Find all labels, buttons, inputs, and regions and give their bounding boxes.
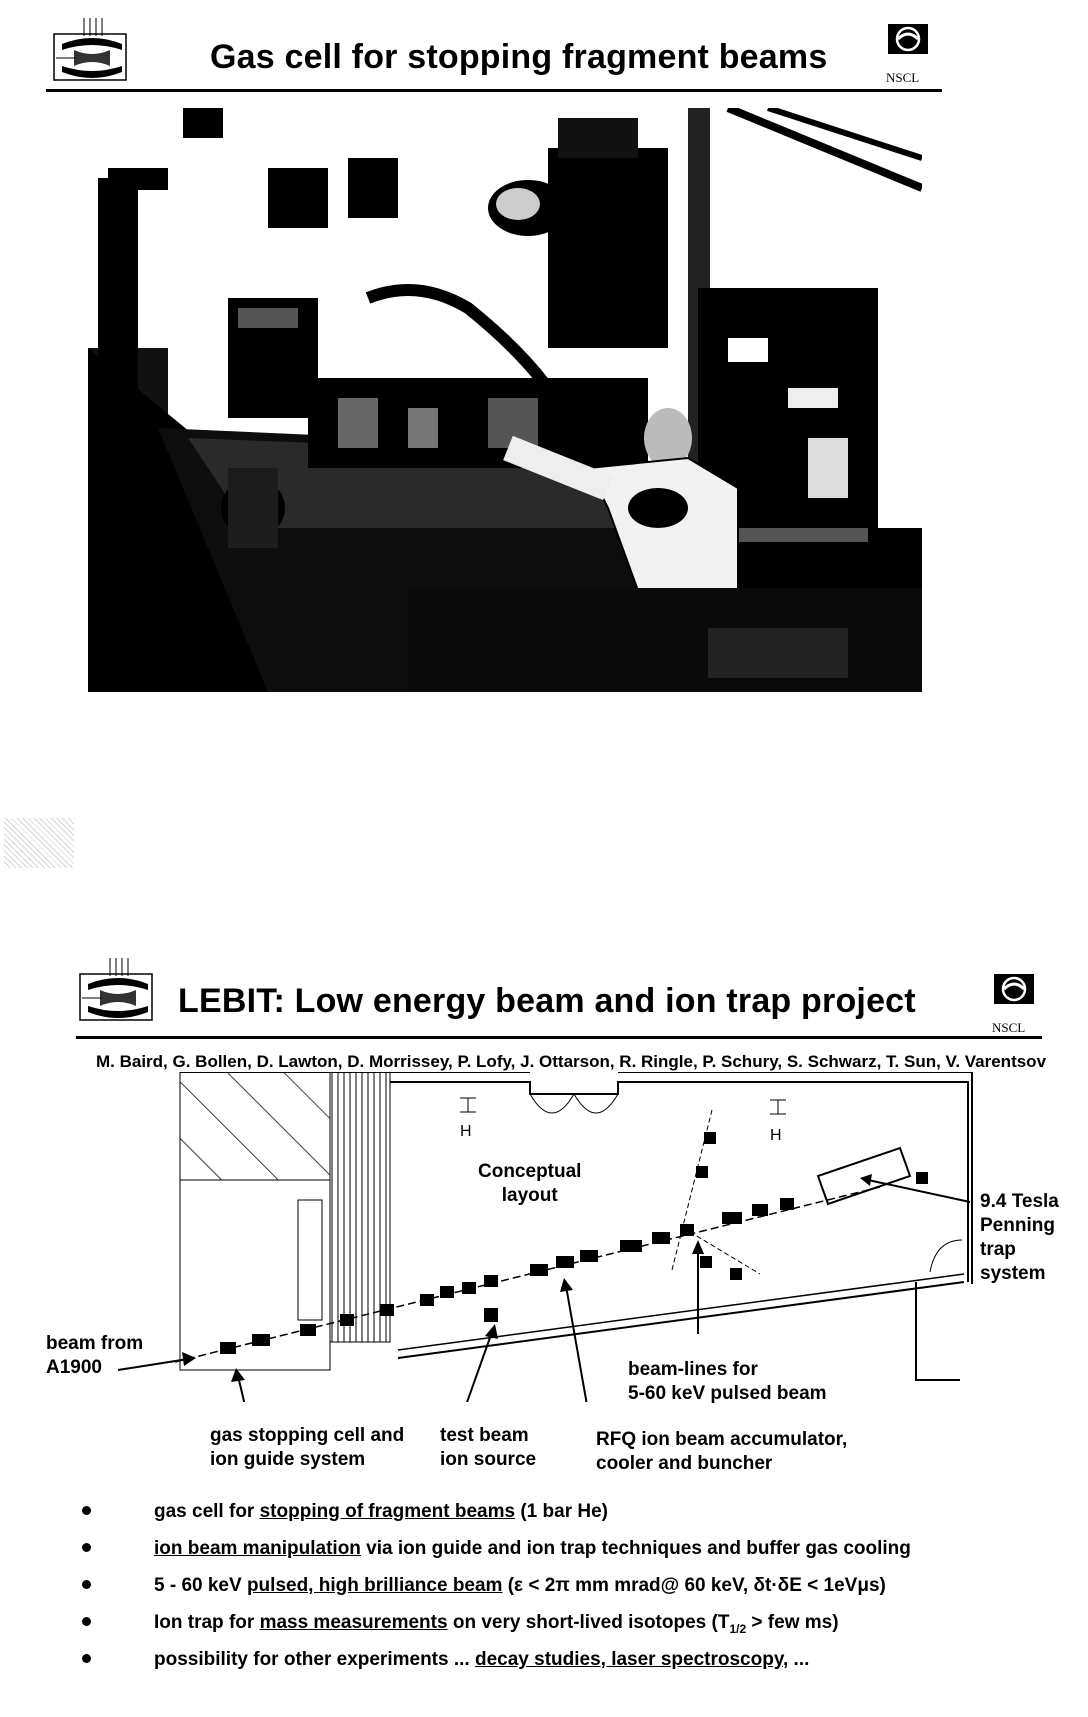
- bullet-dot-icon: [82, 1580, 91, 1589]
- slide-1-title: Gas cell for stopping fragment beams: [210, 38, 828, 76]
- header-rule: [46, 89, 942, 92]
- ion-trap-logo-icon: [52, 14, 130, 84]
- conceptual-label-line2: layout: [501, 1185, 558, 1206]
- header-rule: [76, 1036, 1042, 1039]
- rfq-line2: cooler and buncher: [596, 1453, 773, 1474]
- ion-trap-logo-icon: [78, 954, 156, 1024]
- nscl-logo-text: NSCL: [992, 1020, 1026, 1035]
- beamlines-label: [628, 1358, 827, 1406]
- scan-speckle: [4, 818, 74, 868]
- bullet-item: possibility for other experiments ... decay studies, laser spectroscopy, ...: [82, 1648, 1082, 1685]
- lab-photograph: [88, 108, 922, 692]
- h-marker-2: H: [770, 1127, 782, 1144]
- penning-label-line2: Penning: [980, 1215, 1055, 1236]
- nscl-logo-icon: [884, 24, 938, 68]
- rfq-line1: RFQ ion beam accumulator,: [596, 1429, 848, 1450]
- lebit-layout-diagram: [0, 1072, 1088, 1402]
- test-beam-line2: ion source: [440, 1449, 537, 1470]
- nscl-logo-text: NSCL: [886, 70, 920, 85]
- bullet-emphasis: ion beam manipulation: [154, 1538, 361, 1559]
- test-beam-line1: test beam: [440, 1425, 529, 1446]
- bullet-dot-icon: [82, 1543, 91, 1552]
- conceptual-layout-label: [478, 1160, 581, 1208]
- beamlines-line2: 5-60 keV pulsed beam: [628, 1383, 827, 1404]
- h-marker-1: H: [460, 1123, 472, 1140]
- beam-from-line2: A1900: [46, 1357, 102, 1378]
- bullet-dot-icon: [82, 1506, 91, 1515]
- bullet-dot-icon: [82, 1654, 91, 1663]
- rfq-label: [596, 1428, 847, 1476]
- bullet-emphasis: mass measurements: [259, 1612, 448, 1633]
- bullet-item: ion beam manipulation via ion guide and ion trap techniques and buffer gas cooling: [82, 1537, 1082, 1574]
- bullet-emphasis: decay studies, laser spectroscopy: [474, 1649, 783, 1670]
- gas-cell-line2: ion guide system: [210, 1449, 366, 1470]
- bullet-dot-icon: [82, 1617, 91, 1626]
- beamlines-line1: beam-lines for: [628, 1359, 758, 1380]
- bullet-item: 5 - 60 keV pulsed, high brilliance beam (ε < 2π mm mrad@ 60 keV, δt·δE < 1eVμs): [82, 1574, 1082, 1611]
- bullet-item: Ion trap for mass measurements on very short-lived isotopes ($T_{1/2}$ > few ms): [82, 1611, 1082, 1648]
- bullet-item: gas cell for stopping of fragment beams (1 bar He): [82, 1500, 1082, 1537]
- gas-cell-line1: gas stopping cell and: [210, 1425, 405, 1446]
- penning-label-line1: 9.4 Tesla: [980, 1191, 1059, 1212]
- author-list: M. Baird, G. Bollen, D. Lawton, D. Morrissey, P. Lofy, J. Ottarson, R. Ringle, P. Schury, S. Schwarz, T. Sun, V. Varentsov: [96, 1052, 1047, 1071]
- penning-label-line3: trap: [980, 1239, 1016, 1260]
- slide-2-title: LEBIT: Low energy beam and ion trap project: [178, 982, 916, 1020]
- beam-from-line1: beam from: [46, 1333, 144, 1354]
- beam-from-label: [46, 1332, 143, 1380]
- conceptual-label-line1: Conceptual: [478, 1161, 582, 1182]
- penning-trap-label: [980, 1190, 1059, 1286]
- bullet-emphasis: pulsed, high brilliance beam: [246, 1575, 503, 1596]
- bullet-emphasis: stopping of fragment beams: [259, 1501, 516, 1522]
- feature-bullet-list: [82, 1500, 1082, 1685]
- gas-cell-label: [210, 1424, 404, 1472]
- nscl-logo-icon: [990, 974, 1044, 1018]
- test-beam-label: [440, 1424, 536, 1472]
- penning-label-line4: system: [980, 1263, 1046, 1284]
